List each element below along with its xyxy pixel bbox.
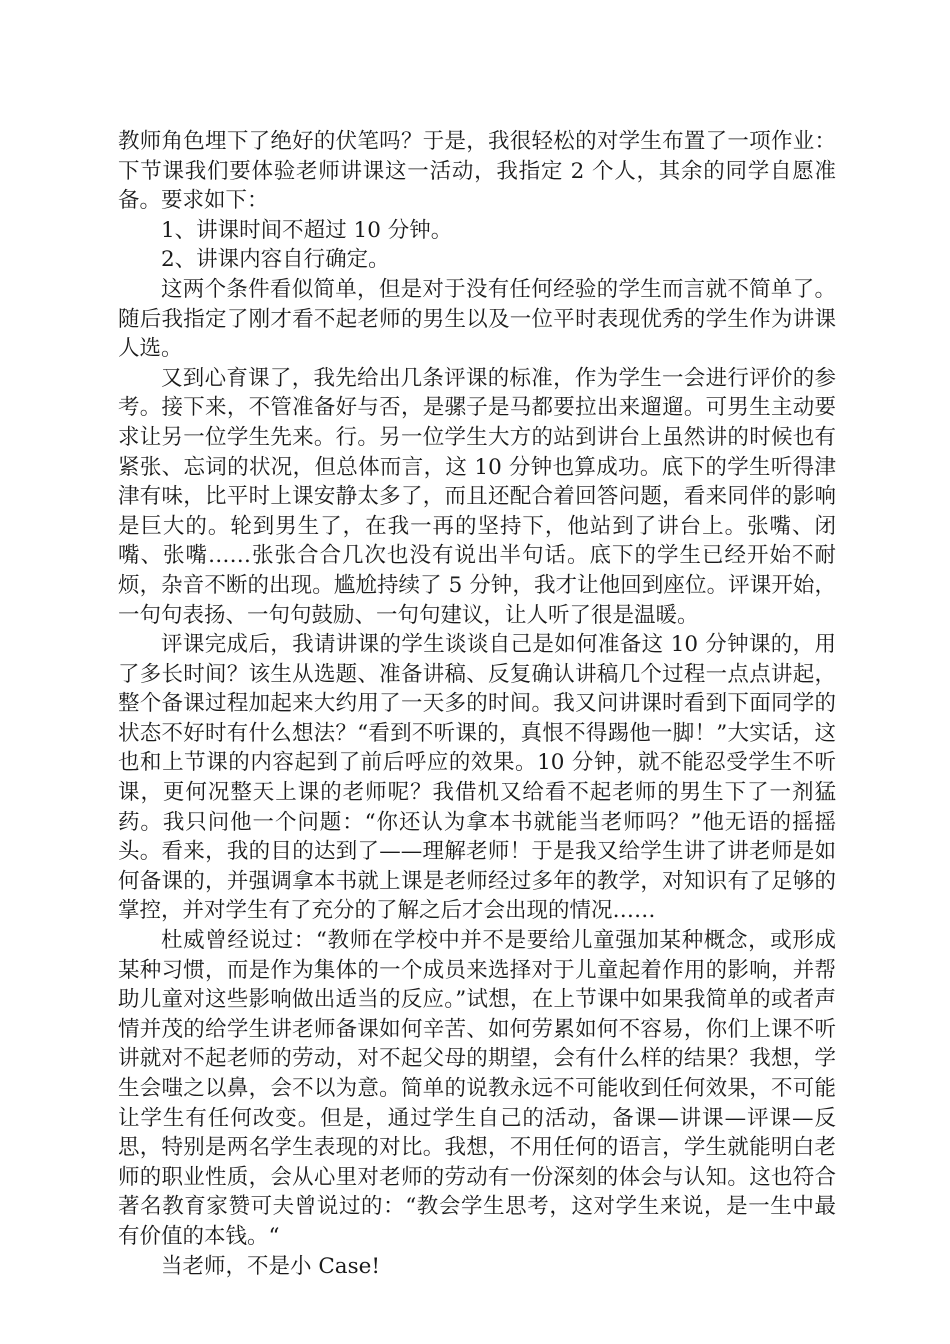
paragraph-intro-continuation: 教师角色埋下了绝好的伏笔吗？于是，我很轻松的对学生布置了一项作业：下节课我们要体验老师讲课这一活动，我指定 2 个人，其余的同学自愿准备。要求如下：: [118, 129, 836, 214]
paragraph-evaluation: 评课完成后，我请讲课的学生谈谈自己是如何准备这 10 分钟课的，用了多长时间？该生从选题、准备讲稿、反复确认讲稿几个过程一点点讲起，整个备课过程加起来大约用了一天多的时间。我又问讲课时看到下面同学的状态不好时有什么想法？“看到不听课的，真恨不得踢他一脚！”大实话，这也和上节课的内容起到了前后呼应的效果。10 分钟，就不能忍受学生不听课，更何况整天上课的老师呢？我借机又给看不起老师的男生下了一剂猛药。我只问他一个问题：“你还认为拿本书就能当老师吗？”他无语的摇摇头。看来，我的目的达到了——理解老师！于是我又给学生讲了讲老师是如何备课的，并强调拿本书就上课是老师经过多年的教学，对知识有了足够的掌控，并对学生有了充分的了解之后才会出现的情况……: [118, 632, 836, 924]
requirement-item-1: 1、讲课时间不超过 10 分钟。: [161, 217, 453, 243]
document-body: [118, 127, 836, 1281]
paragraph-dewey-quote: 杜威曾经说过：“教师在学校中并不是要给儿童强加某种概念，或形成某种习惯，而是作为集体的一个成员来选择对于儿童起着作用的影响，并帮助儿童对这些影响做出适当的反应。”试想，在上节课中如果我简单的或者声情并茂的给学生讲老师备课如何辛苦、如何劳累如何不容易，你们上课不听讲就对不起老师的劳动，对不起父母的期望，会有什么样的结果？我想，学生会嗤之以鼻，会不以为意。简单的说教永远不可能收到任何效果，不可能让学生有任何改变。但是，通过学生自己的活动，备课—讲课—评课—反思，特别是两名学生表现的对比。我想，不用任何的语言，学生就能明白老师的职业性质，会从心里对老师的劳动有一份深刻的体会与认知。这也符合著名教育家赞可夫曾说过的：“教会学生思考，这对学生来说，是一生中最有价值的本钱。“: [118, 928, 836, 1249]
paragraph-conclusion: 当老师，不是小 Case!: [161, 1253, 381, 1279]
paragraph-conditions: 这两个条件看似简单，但是对于没有任何经验的学生而言就不简单了。随后我指定了刚才看不起老师的男生以及一位平时表现优秀的学生作为讲课人选。: [118, 276, 836, 362]
requirement-item-2: 2、讲课内容自行确定。: [161, 247, 390, 273]
paragraph-lesson-practice: 又到心育课了，我先给出几条评课的标准，作为学生一会进行评价的参考。接下来，不管准备好与否，是骡子是马都要拉出来遛遛。可男生主动要求让另一位学生先来。行。另一位学生大方的站到讲台上虽然讲的时候也有紧张、忘词的状况，但总体而言，这 10 分钟也算成功。底下的学生听得津津有味，比平时上课安静太多了，而且还配合着回答问题，看来同伴的影响是巨大的。轮到男生了，在我一再的坚持下，他站到了讲台上。张嘴、闭嘴、张嘴……张张合合几次也没有说出半句话。底下的学生已经开始不耐烦，杂音不断的出现。尴尬持续了 5 分钟，我才让他回到座位。评课开始，一句句表扬、一句句鼓励、一句句建议，让人听了很是温暖。: [118, 365, 836, 628]
